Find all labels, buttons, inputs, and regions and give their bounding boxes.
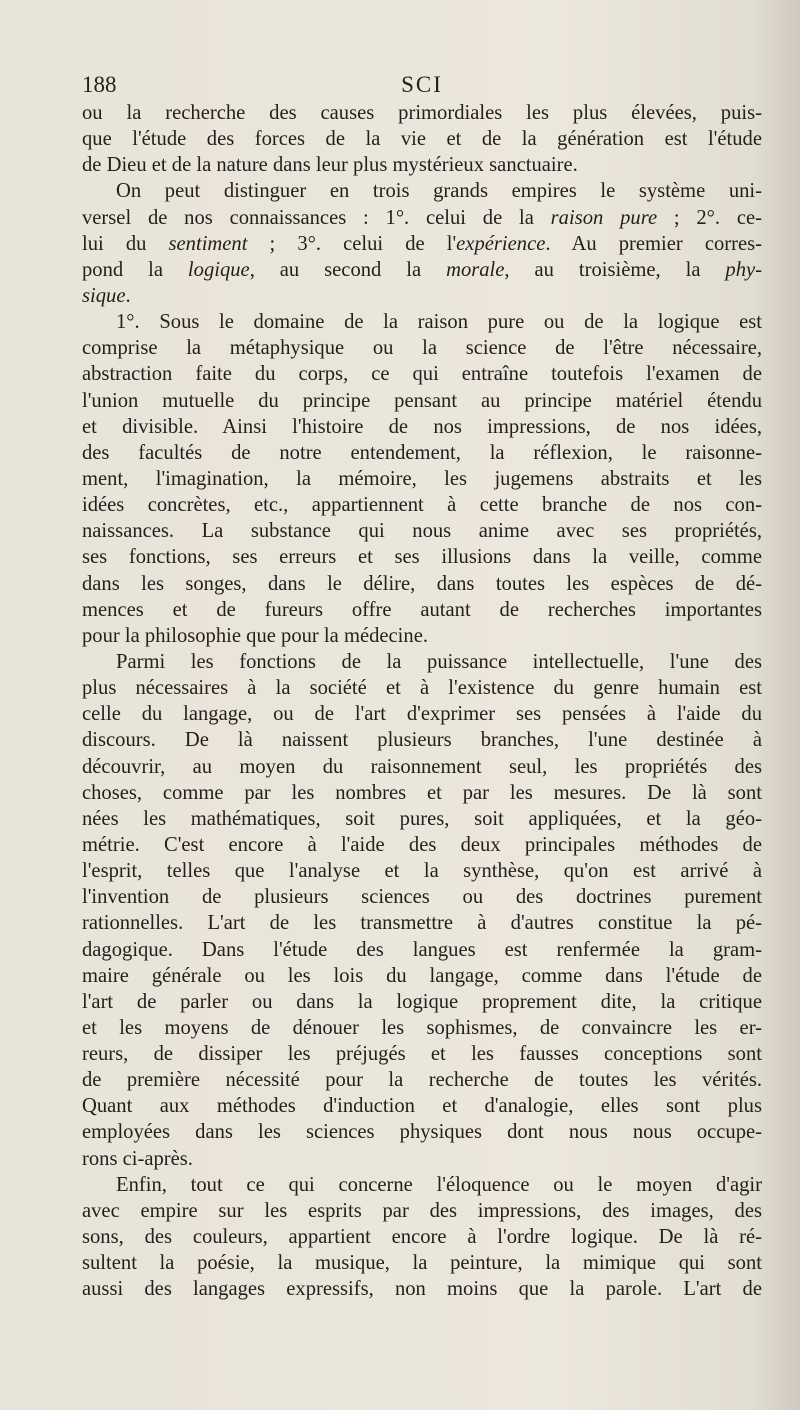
text-line: idées concrètes, etc., appartiennent à cette branche de nos con- <box>82 494 762 517</box>
text-line: que l'étude des forces de la vie et de la génération est l'étude <box>82 128 762 151</box>
text-line: ou la recherche des causes primordiales les plus élevées, puis- <box>82 102 762 124</box>
text-line: pond la logique, au second la morale, au troisième, la phy- <box>82 258 762 281</box>
text-line: Quant aux méthodes d'induction et d'analogie, elles sont plus <box>82 1095 762 1118</box>
text-line: découvrir, au moyen du raisonnement seul, les propriétés des <box>82 755 762 778</box>
text-line: choses, comme par les nombres et par les mesures. De là sont <box>82 781 762 804</box>
text-line: On peut distinguer en trois grands empires le système uni- <box>116 180 762 203</box>
text-line: abstraction faite du corps, ce qui entraîne toutefois l'examen de <box>82 363 762 386</box>
text-line: de Dieu et de la nature dans leur plus mystérieux sanctuaire. <box>82 154 578 177</box>
body-text <box>82 100 762 1302</box>
text-line: celle du langage, ou de l'art d'exprimer ses pensées à l'aide du <box>82 703 762 726</box>
text-line: maire générale ou les lois du langage, comme dans l'étude de <box>82 964 762 987</box>
text-line: rationnelles. L'art de les transmettre à d'autres constitue la pé- <box>82 912 762 935</box>
text-line: des facultés de notre entendement, la réflexion, le raisonne- <box>82 441 762 464</box>
text-line: l'union mutuelle du principe pensant au principe matériel étendu <box>82 389 762 412</box>
text-line: naissances. La substance qui nous anime avec ses propriétés, <box>82 520 762 543</box>
text-line: avec empire sur les esprits par des impressions, des images, des <box>82 1199 762 1222</box>
text-line: plus nécessaires à la société et à l'existence du genre humain est <box>82 677 762 700</box>
page-number: 188 <box>82 72 117 97</box>
text-line: sique. <box>82 284 131 307</box>
running-head: SCI <box>401 72 443 97</box>
text-line: versel de nos connaissances : 1°. celui de la raison pure ; 2°. ce- <box>82 206 762 229</box>
text-line: l'invention de plusieurs sciences ou des doctrines purement <box>82 886 762 909</box>
text-line: Parmi les fonctions de la puissance intellectuelle, l'une des <box>116 650 762 673</box>
text-line: reurs, de dissiper les préjugés et les fausses conceptions sont <box>82 1043 762 1066</box>
text-line: dans les songes, dans le délire, dans toutes les espèces de dé- <box>82 572 762 595</box>
text-line: métrie. C'est encore à l'aide des deux principales méthodes de <box>82 833 762 856</box>
text-line: l'esprit, telles que l'analyse et la synthèse, qu'on est arrivé à <box>82 860 762 883</box>
text-line: comprise la métaphysique ou la science de l'être nécessaire, <box>82 337 762 360</box>
text-line: employées dans les sciences physiques dont nous nous occupe- <box>82 1121 762 1144</box>
text-line: sons, des couleurs, appartient encore à l'ordre logique. De là ré- <box>82 1226 762 1249</box>
text-line: nées les mathématiques, soit pures, soit appliquées, et la géo- <box>82 807 762 830</box>
text-line: dagogique. Dans l'étude des langues est renfermée la gram- <box>82 938 762 961</box>
text-line: mences et de fureurs offre autant de recherches importantes <box>82 598 762 621</box>
text-line: pour la philosophie que pour la médecine. <box>82 624 428 647</box>
text-line: ment, l'imagination, la mémoire, les jugemens abstraits et les <box>82 467 762 490</box>
page-header <box>82 70 762 100</box>
text-line: discours. De là naissent plusieurs branches, l'une destinée à <box>82 729 762 752</box>
text-line: et les moyens de dénouer les sophismes, de convaincre les er- <box>82 1016 762 1039</box>
text-line: de première nécessité pour la recherche de toutes les vérités. <box>82 1069 762 1092</box>
text-line: sultent la poésie, la musique, la peinture, la mimique qui sont <box>82 1252 762 1275</box>
text-line: et divisible. Ainsi l'histoire de nos impressions, de nos idées, <box>82 415 762 438</box>
text-line: lui du sentiment ; 3°. celui de l'expérience. Au premier corres- <box>82 232 762 255</box>
text-line: ses fonctions, ses erreurs et ses illusions dans la veille, comme <box>82 546 762 569</box>
text-line: aussi des langages expressifs, non moins que la parole. L'art de <box>82 1278 762 1301</box>
text-line: Enfin, tout ce qui concerne l'éloquence ou le moyen d'agir <box>116 1173 762 1196</box>
text-line: rons ci-après. <box>82 1147 193 1170</box>
text-line: 1°. Sous le domaine de la raison pure ou de la logique est <box>116 311 762 334</box>
text-line: l'art de parler ou dans la logique proprement dite, la critique <box>82 990 762 1013</box>
